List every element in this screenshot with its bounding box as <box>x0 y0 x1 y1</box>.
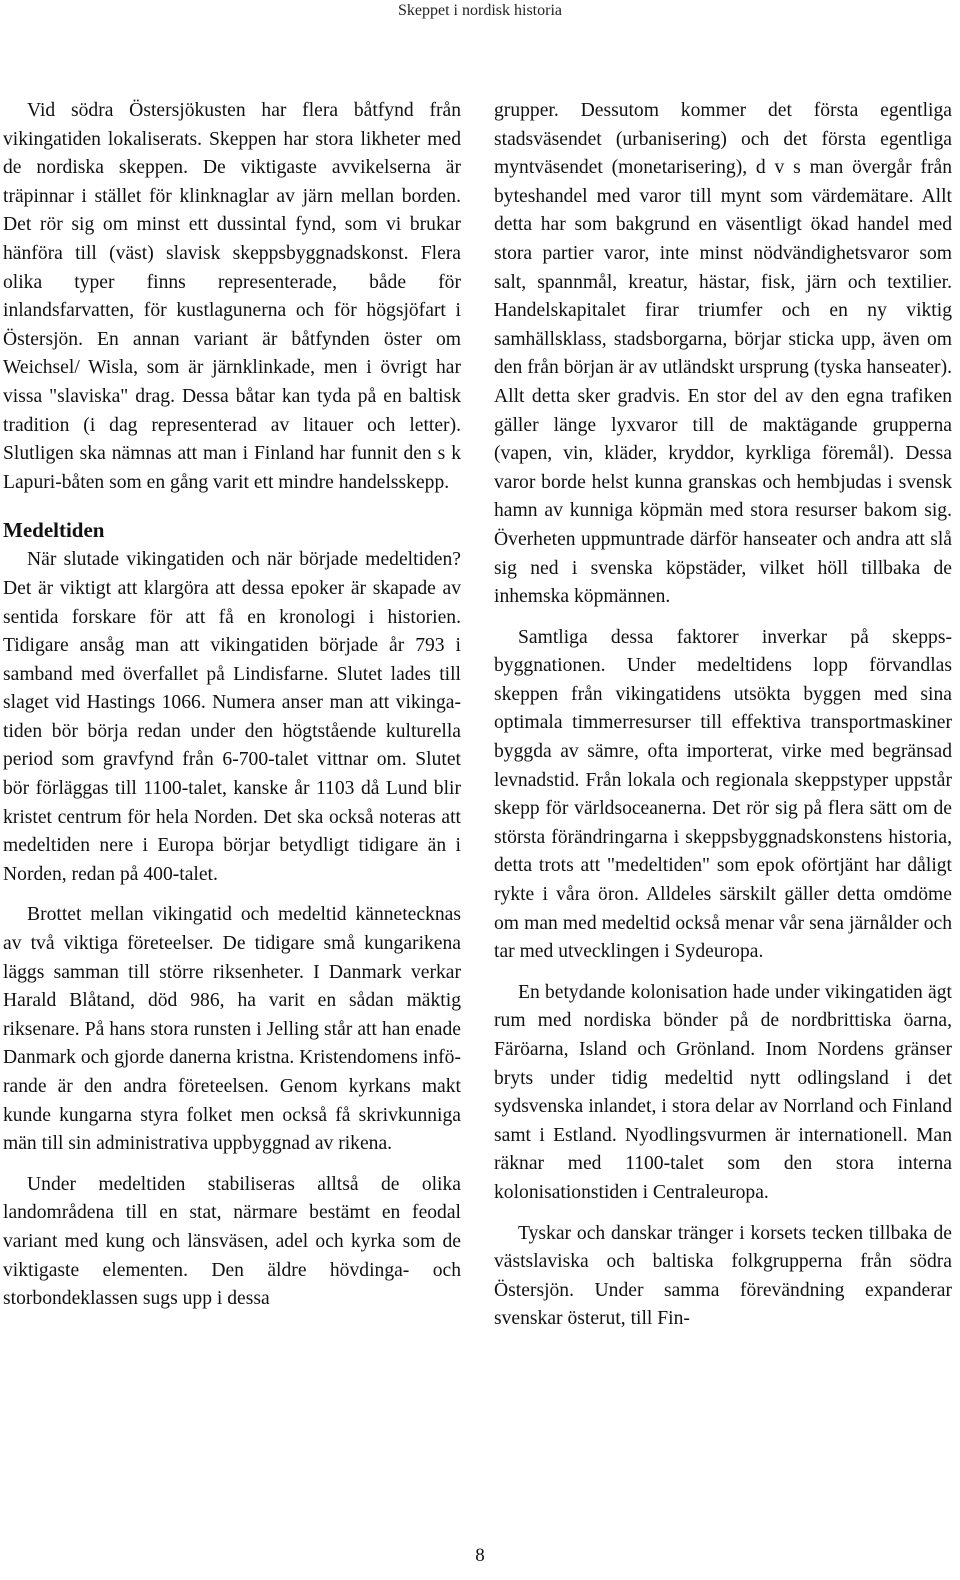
paragraph: Samtliga dessa faktorer inverkar på skeppsbyggnationen. Under medeltidens lopp förvandlas skeppen från vikingatidens utsökta byggen med sina optimala timmerresurser till effektiva transportmaskiner byggda av sämre, ofta importerat, virke med begränsad levnadstid. Från lokala och regionala skeppstyper uppstår skepp för världsoceanerna. Det rör sig på flera sätt om de största förändringarna i skeppsbyggnadskonstens historia, detta trots att "medeltiden" som epok oförtjänt har dåligt rykte i våra öron. Alldeles särskilt gäller detta omdöme om man med medeltid också menar vår sena järnålder och tar med utvecklingen i Sydeuropa. <box>494 626 952 963</box>
page-number: 8 <box>475 1545 485 1566</box>
paragraph: Under medeltiden stabiliseras alltså de olika landområdena till en stat, närmare bestämt en feodal variant med kung och länsväsen, adel och kyrka som de viktigaste elementen. Den äldre hövdinga- och storbondeklassen sugs upp i dessa <box>3 1173 461 1310</box>
paragraph: Tyskar och danskar tränger i korsets tecken tillbaka de västslaviska och baltiska folkgrupperna från södra Östersjön. Under samma förevändning expanderar svenskar österut, till Fin- <box>494 1222 952 1330</box>
paragraph: När slutade vikingatiden och när började medeltiden? Det är viktigt att klargöra att dessa epoker är skapade av sentida forskare för att få en kronologi i historien. Tidigare ansåg man att vikingatiden började år 793 i samband med överfallet på Lindisfarne. Slutet lades till slaget vid Hastings 1066. Numera anser man att vikingatiden bör börja redan under den högtstående kulturella period som gravfynd från 6-700-talet vittnar om. Slutet bör förläggas till 1100-talet, kanske år 1103 då Lund blir kristet centrum för hela Norden. Det ska också noteras att medeltiden nere i Europa börjar betydligt tidigare än i Norden, redan på 400-talet. <box>3 549 461 885</box>
right-column <box>494 97 952 1334</box>
paragraph: Brottet mellan vikingatid och medeltid kännetecknas av två viktiga företeelser. De tidigare små kungarikena läggs samman till större riksenheter. I Danmark verkar Harald Blåtand, död 986, ha varit en sådan mäktig riksenare. På hans stora runsten i Jelling står att han enade Danmark och gjorde danerna kristna. Kristendomens införande är den andra företeelsen. Genom kyrkans makt kunde kungarna styra folket men också få skrivkunniga män till sin administrativa uppbyggnad av rikena. <box>3 904 461 1155</box>
paragraph: En betydande kolonisation hade under vikingatiden ägt rum med nordiska bönder på de nordbrittiska öarna, Färöarna, Island och Grönland. Inom Nordens gränser bryts under tidig medeltid nytt odlingsland i det sydsvenska inlandet, i stora delar av Norrland och Finland samt i Estland. Nyodlingsvurmen är internationell. Man räknar med 1100-talet som den stora interna kolonisationstiden i Centraleuropa. <box>494 981 952 1203</box>
running-head: Skeppet i nordisk historia <box>398 2 562 19</box>
paragraph: Vid södra Östersjökusten har flera båtfynd från vikingatiden lokaliserats. Skeppen har stora likheter med de nordiska skeppen. De viktigaste avvikelserna är träpinnar i stället för klinknaglar av järn mellan borden. Det rör sig om minst ett dussintal fynd, som vi brukar hänföra till (väst) slavisk skeppsbyggnadskonst. Flera olika typer finns representerade, både för inlandsfarvatten, för kustlagunerna och för högsjöfart i Östersjön. En annan variant är båtfynden öster om Weichsel/ Wisla, som är järnklinkade, men i övrigt har vissa "slaviska" drag. Dessa båtar kan tyda på en baltisk tradition (i dag representerad av litauer och letter). Slutligen ska nämnas att man i Finland har funnit den s k Lapuri-båten som en gång varit ett mindre handelsskepp. <box>3 100 461 493</box>
section-heading: Medeltiden <box>3 518 105 543</box>
paragraph: grupper. Dessutom kommer det första egentliga stadsväsendet (urbanisering) och det första egentliga myntväsendet (monetarisering), d v s man övergår från byteshandel med varor till mynt som värdemätare. Allt detta har som bakgrund en väsentligt ökad handel med stora partier varor, inte minst nödvändighetsvaror som salt, spannmål, kreatur, hästar, fisk, järn och textilier. Handelskapitalet firar triumfer och en ny viktig samhällsklass, stadsborgarna, börjar sticka upp, även om den från början är av utländskt ursprung (tyska hanseater). Allt detta sker gradvis. En stor del av den egna trafiken gäller länge lyxvaror till de maktägande grupperna (vapen, vin, kläder, kryddor, kyrkliga föremål). Dessa varor borde helst kunna granskas och hembjudas i svensk hamn av kunniga köpmän med stora resurser bakom sig. Överheten uppmuntrade därför hanseater och andra att slå sig ned i svenska köpstäder, vilket höll tillbaka de inhemska köpmännen. <box>494 100 952 608</box>
left-column <box>3 97 461 1314</box>
